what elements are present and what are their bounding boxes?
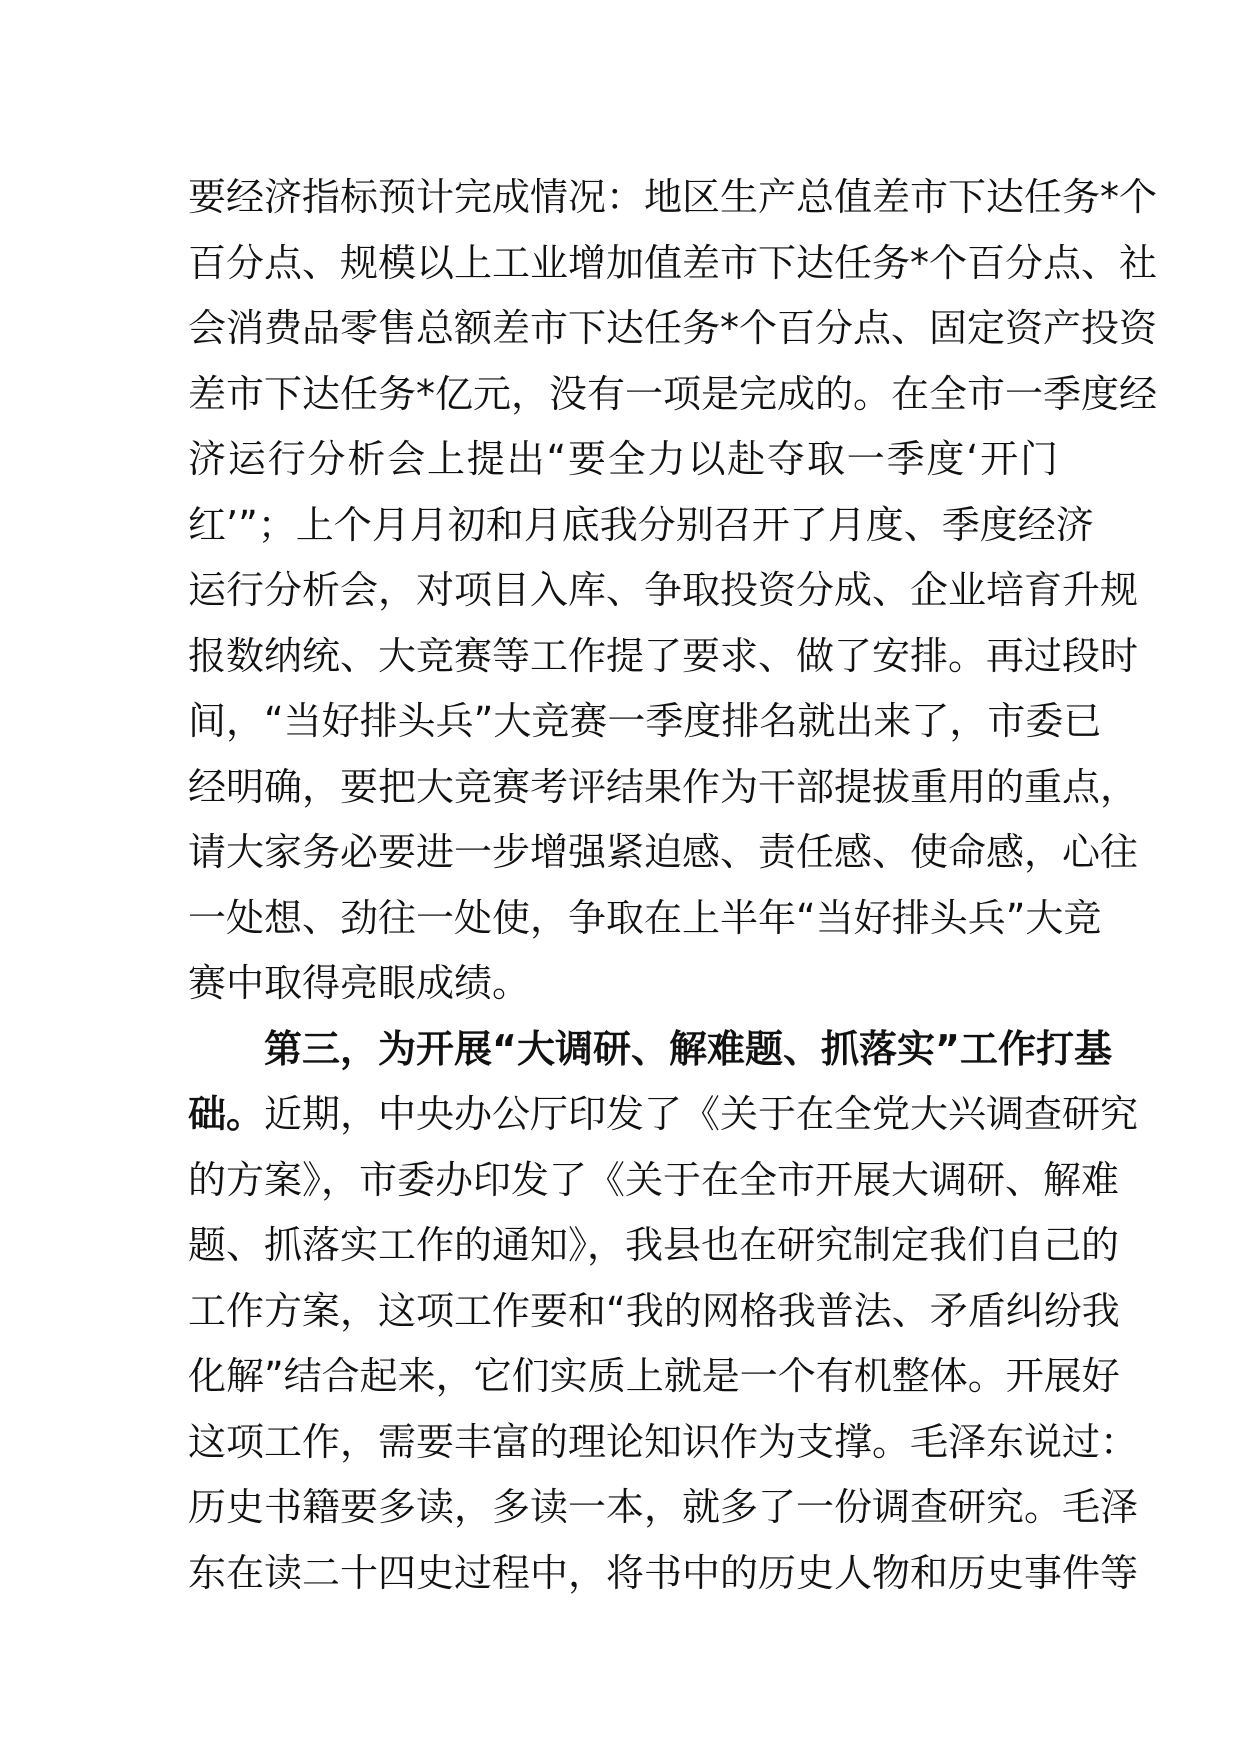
- text-line: 一处想、劲往一处使，争取在上半年“当好排头兵”大竞: [188, 895, 1102, 940]
- text-line: 赛中取得亮眼成绩。: [188, 961, 531, 1005]
- text-line: 济运行分析会上提出“要全力以赴夺取一季度‘开门: [188, 437, 1058, 481]
- text-line-rest: 近期，中央办公厅印发了《关于在全党大兴调查研究: [264, 1092, 1139, 1136]
- paragraph-1: [188, 165, 1158, 1017]
- text-line: 的方案》，市委办印发了《关于在全市开展大调研、解难: [188, 1157, 1120, 1202]
- text-line: 百分点、规模以上工业增加值差市下达任务*个百分点、社: [188, 240, 1158, 285]
- text-line: 请大家务必要进一步增强紧迫感、责任感、使命感，心往: [188, 830, 1139, 874]
- text-line: 间，“当好排头兵”大竞赛一季度排名就出来了，市委已: [188, 699, 1102, 743]
- text-line: 运行分析会，对项目入库、争取投资分成、企业培育升规: [188, 568, 1139, 612]
- section-heading-text: 第三，为开展“大调研、解难题、抓落实”工作打基: [264, 1026, 1112, 1071]
- text-line: 要经济指标预计完成情况：地区生产总值差市下达任务*个: [188, 175, 1158, 219]
- text-line: 题、抓落实工作的通知》，我县也在研究制定我们自己的: [188, 1223, 1120, 1267]
- text-line: 经明确，要把大竞赛考评结果作为干部提拔重用的重点，: [188, 764, 1139, 809]
- text-line: 会消费品零售总额差市下达任务*个百分点、固定资产投资: [188, 306, 1158, 350]
- text-line: 红’”；上个月月初和月底我分别召开了月度、季度经济: [188, 502, 1094, 547]
- text-line: 化解”结合起来，它们实质上就是一个有机整体。开展好: [188, 1354, 1120, 1398]
- text-line: 差市下达任务*亿元，没有一项是完成的。在全市一季度经: [188, 371, 1158, 416]
- text-line: 历史书籍要多读，多读一本，就多了一份调查研究。毛泽: [188, 1485, 1139, 1529]
- text-line: 东在读二十四史过程中，将书中的历史人物和历史事件等: [188, 1550, 1139, 1595]
- text-line: 这项工作，需要丰富的理论知识作为支撑。毛泽东说过：: [188, 1419, 1139, 1464]
- text-line: 报数纳统、大竞赛等工作提了要求、做了安排。再过段时: [188, 633, 1139, 678]
- body-text: [188, 165, 1158, 1606]
- paragraph-2: [188, 1017, 1139, 1607]
- section-heading: [188, 1017, 1112, 1083]
- text-line: [188, 1082, 1139, 1148]
- section-heading-end: 础。: [188, 1092, 265, 1136]
- text-line: 工作方案，这项工作要和“我的网格我普法、矛盾纠纷我: [188, 1288, 1120, 1333]
